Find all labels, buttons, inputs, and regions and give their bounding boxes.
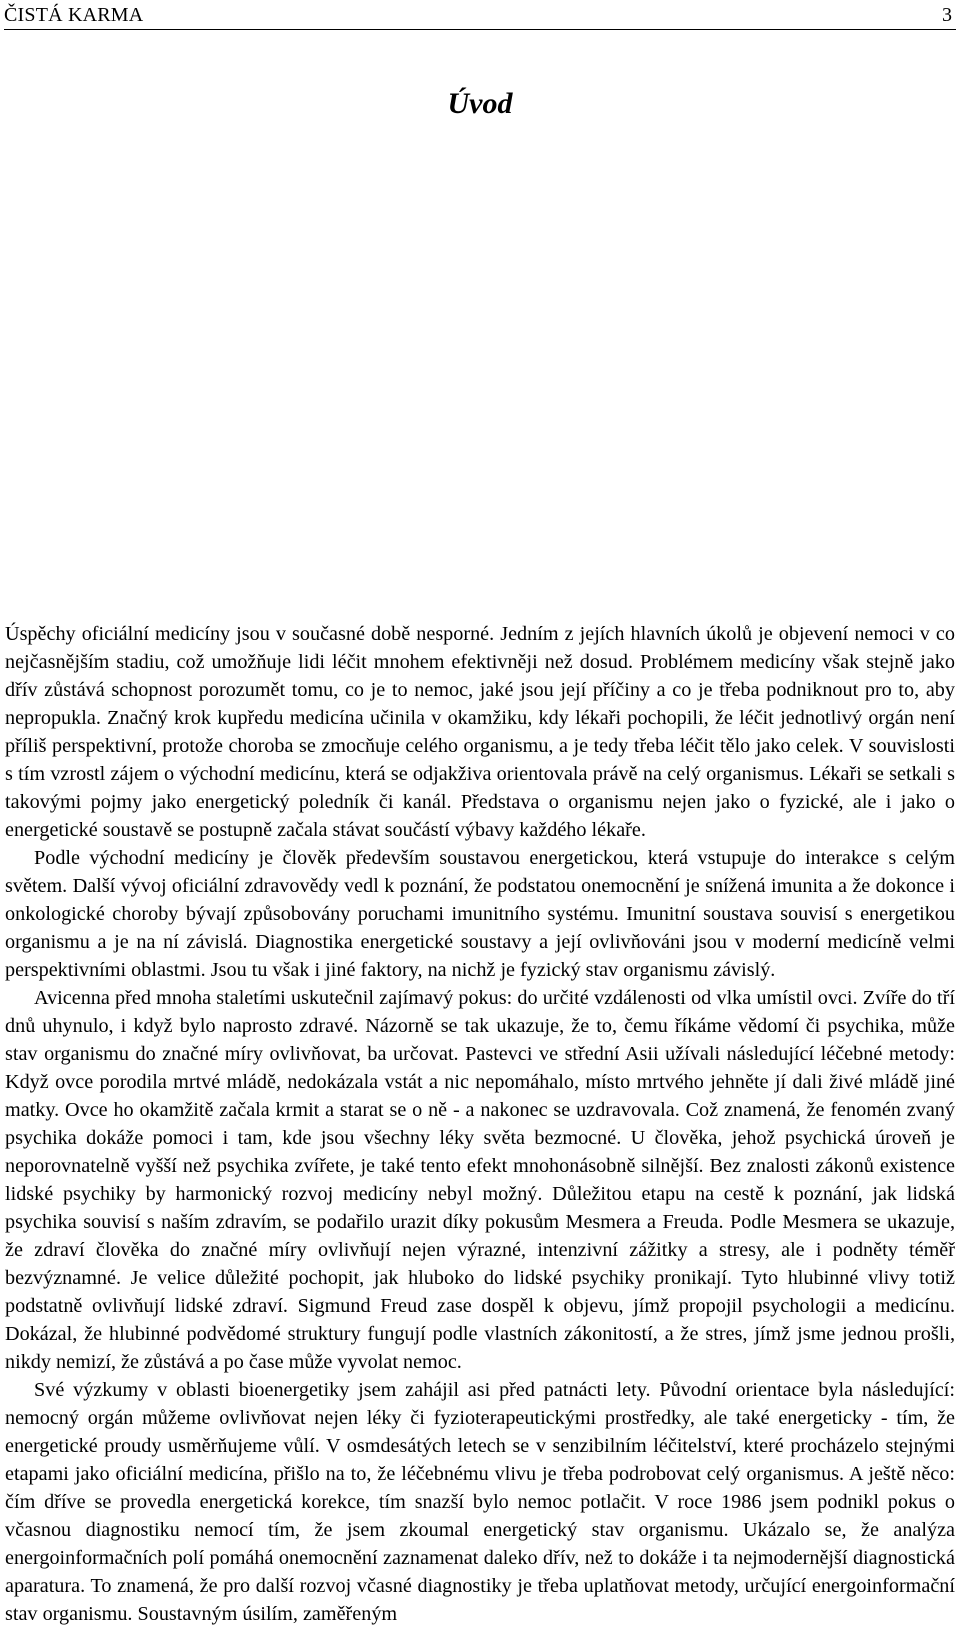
paragraph-3: Avicenna před mnoha staletími uskutečnil zajímavý pokus: do určité vzdálenosti od vlka umístil ovci. Zvíře do tří dnů uhynulo, i když bylo naprosto zdravé. Názorně se tak ukazuje, že to, čemu říkáme vědomí či psychika, může stav organismu do značné míry ovlivňovat, ba určovat. Pastevci ve střední Asii užívali následující léčebné metody: Když ovce porodila mrtvé mládě, nedokázala vstát a nic nepomáhalo, místo mrtvého jehněte jí dali živé mládě jiné matky. Ovce ho okamžitě začala krmit a starat se o ně - a nakonec se uzdravovala. Což znamená, že fenomén zvaný psychika dokáže pomoci i tam, kde jsou všechny léky světa bezmocné. U člověka, jehož psychická úroveň je neporovnatelně vyšší než psychika zvířete, je také tento efekt mnohonásobně silnější. Bez znalosti zákonů existence lidské psychiky by harmonický rozvoj medicíny nebyl možný. Důležitou etapu na cestě k poznání, jak lidská psychika souvisí s naším zdravím, se podařilo urazit díky pokusům Mesmera a Freuda. Podle Mesmera se ukazuje, že zdraví člověka do značné míry ovlivňují nejen výrazné, intenzivní zážitky a stresy, ale i podněty téměř bezvýznamné. Je velice důležité pochopit, jak hluboko do lidské psychiky pronikají. Tyto hlubinné vlivy totiž podstatně ovlivňují lidské zdraví. Sigmund Freud zase dospěl k objevu, jímž propojil psychologii a medicínu. Dokázal, že hlubinné podvědomé struktury fungují podle vlastních zákonitostí, a že stres, jímž jsme jednou prošli, nikdy nemizí, že zůstává a po čase může vyvolat nemoc. [5,987,955,1373]
body-text [5,620,955,1628]
paragraph-2: Podle východní medicíny je člověk především soustavou energetickou, která vstupuje do interakce s celým světem. Další vývoj oficiální zdravovědy vedl k poznání, že podstatou onemocnění je snížená imunita a že dokonce i onkologické choroby bývají způsobovány poruchami imunitního systému. Imunitní soustava souvisí s energetikou organismu a je na ní závislá. Diagnostika energetické soustavy a její ovlivňováni jsou v moderní medicíně velmi perspektivními oblastmi. Jsou tu však i jiné faktory, na nichž je fyzický stav organismu závislý. [5,847,955,981]
paragraph-4: Své výzkumy v oblasti bioenergetiky jsem zahájil asi před patnácti lety. Původní orientace byla následující: nemocný orgán můžeme ovlivňovat nejen léky či fyzioterapeutickými prostředky, ale také energeticky - tím, že energetické proudy usměrňujeme vůlí. V osmdesátých letech se v senzibilním léčitelství, které procházelo stejnými etapami jako oficiální medicína, přišlo na to, že léčebnému vlivu je třeba podrobovat celý organismus. A ještě něco: čím dříve se provedla energetická korekce, tím snazší bylo nemoc potlačit. V roce 1986 jsem podnikl pokus o včasnou diagnostiku nemocí tím, že jsem zkoumal energetický stav organismu. Ukázalo se, že analýza energoinformačních polí pomáhá onemocnění zaznamenat daleko dřív, než to dokáže i ta nejmodernější diagnostická aparatura. To znamená, že pro další rozvoj včasné diagnostiky je třeba uplatňovat metody, určující energoinformační stav organismu. Soustavným úsilím, zaměřeným [5,1379,955,1625]
chapter-title: Úvod [447,87,513,120]
page-number: 3 [942,4,952,26]
paragraph-1: Úspěchy oficiální medicíny jsou v současné době nesporné. Jedním z jejích hlavních úkolů je objevení nemoci v co nejčasnějším stadiu, což umožňuje lidi léčit mnohem efektivněji než dosud. Problémem medicíny však stejně jako dřív zůstává schopnost porozumět tomu, co je to nemoc, jaké jsou její příčiny a co je třeba podniknout pro to, aby nepropukla. Značný krok kupředu medicína učinila v okamžiku, kdy lékaři pochopili, že léčit jednotlivý orgán není příliš perspektivní, protože choroba se zmocňuje celého organismu, a je tedy třeba léčit tělo jako celek. V souvislosti s tím vzrostl zájem o východní medicínu, která se odjakživa orientovala právě na celý organismus. Lékaři se setkali s takovými pojmy jako energetický poledník či kanál. Představa o organismu nejen jako o fyzické, ale i jako o energetické soustavě se postupně začala stávat součástí výbavy každého lékaře. [5,623,955,841]
page-header [4,0,956,30]
running-header-title: ČISTÁ KARMA [4,4,144,26]
